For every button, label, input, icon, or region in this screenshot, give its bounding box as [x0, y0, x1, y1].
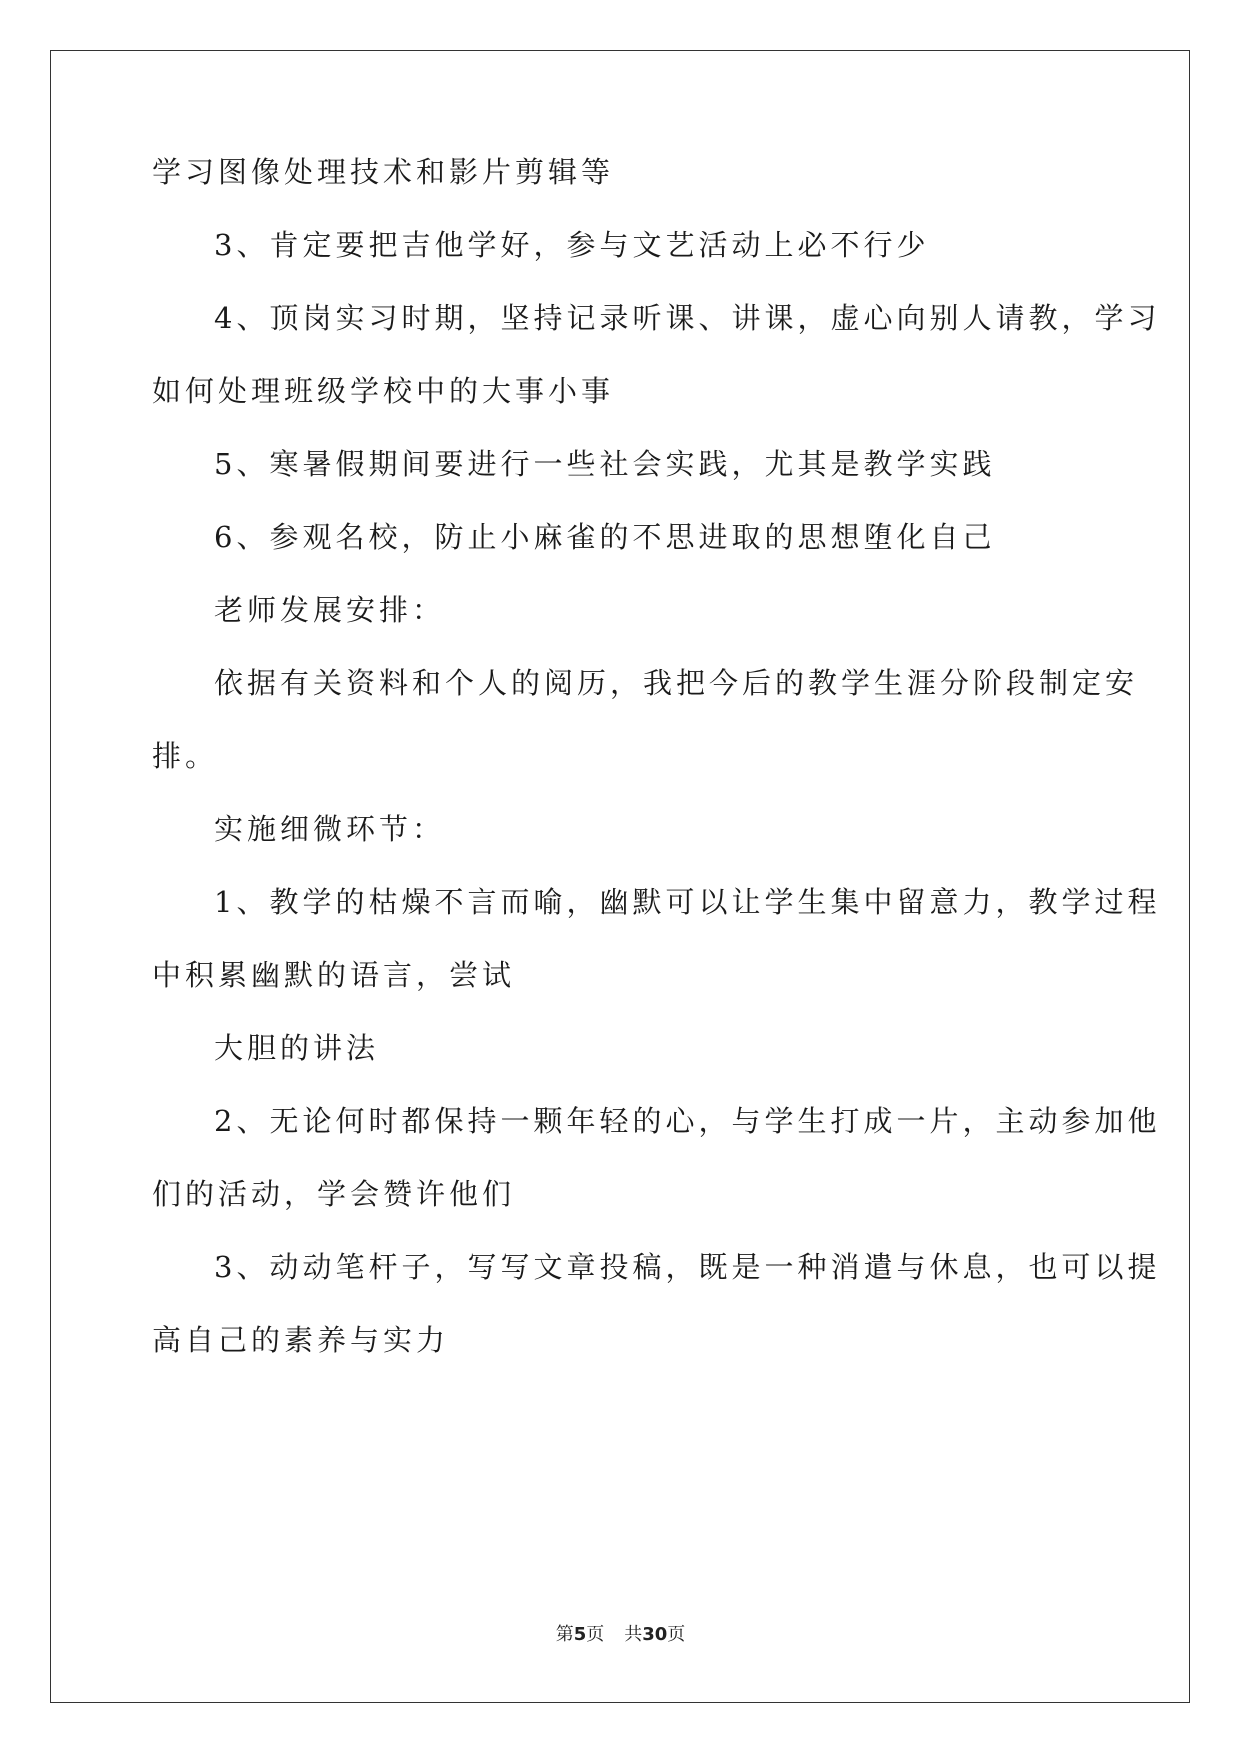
total-suffix: 页 — [667, 1624, 686, 1645]
text-line-8: 依据有关资料和个人的阅历，我把今后的教学生涯分阶段制定安 — [214, 666, 1139, 700]
text-line-4: 如何处理班级学校中的大事小事 — [152, 374, 615, 408]
page-number: 5 — [573, 1624, 587, 1645]
text-line-13: 大胆的讲法 — [214, 1031, 380, 1065]
text-line-1: 学习图像处理技术和影片剪辑等 — [152, 155, 615, 189]
text-line-11: 1、教学的枯燥不言而喻，幽默可以让学生集中留意力，教学过程 — [214, 885, 1161, 919]
text-line-17: 高自己的素养与实力 — [152, 1323, 450, 1357]
text-line-12: 中积累幽默的语言，尝试 — [152, 958, 516, 992]
total-prefix: 共 — [624, 1624, 643, 1645]
text-line-5: 5、寒暑假期间要进行一些社会实践，尤其是教学实践 — [214, 447, 996, 481]
text-line-14: 2、无论何时都保持一颗年轻的心，与学生打成一片，主动参加他 — [214, 1104, 1161, 1138]
page-suffix: 页 — [586, 1624, 605, 1645]
total-pages: 30 — [642, 1624, 668, 1645]
text-line-7: 老师发展安排： — [214, 593, 446, 627]
page-prefix: 第 — [555, 1624, 574, 1645]
text-line-9: 排。 — [152, 739, 219, 773]
text-line-16: 3、动动笔杆子，写写文章投稿，既是一种消遣与休息，也可以提 — [214, 1250, 1161, 1284]
text-line-10: 实施细微环节： — [214, 812, 446, 846]
text-line-2: 3、肯定要把吉他学好，参与文艺活动上必不行少 — [214, 228, 930, 262]
text-line-6: 6、参观名校，防止小麻雀的不思进取的思想堕化自己 — [214, 520, 996, 554]
text-line-3: 4、顶岗实习时期，坚持记录听课、讲课，虚心向别人请教，学习 — [214, 301, 1161, 335]
page-footer — [0, 1623, 1241, 1647]
text-line-15: 们的活动，学会赞许他们 — [152, 1177, 516, 1211]
